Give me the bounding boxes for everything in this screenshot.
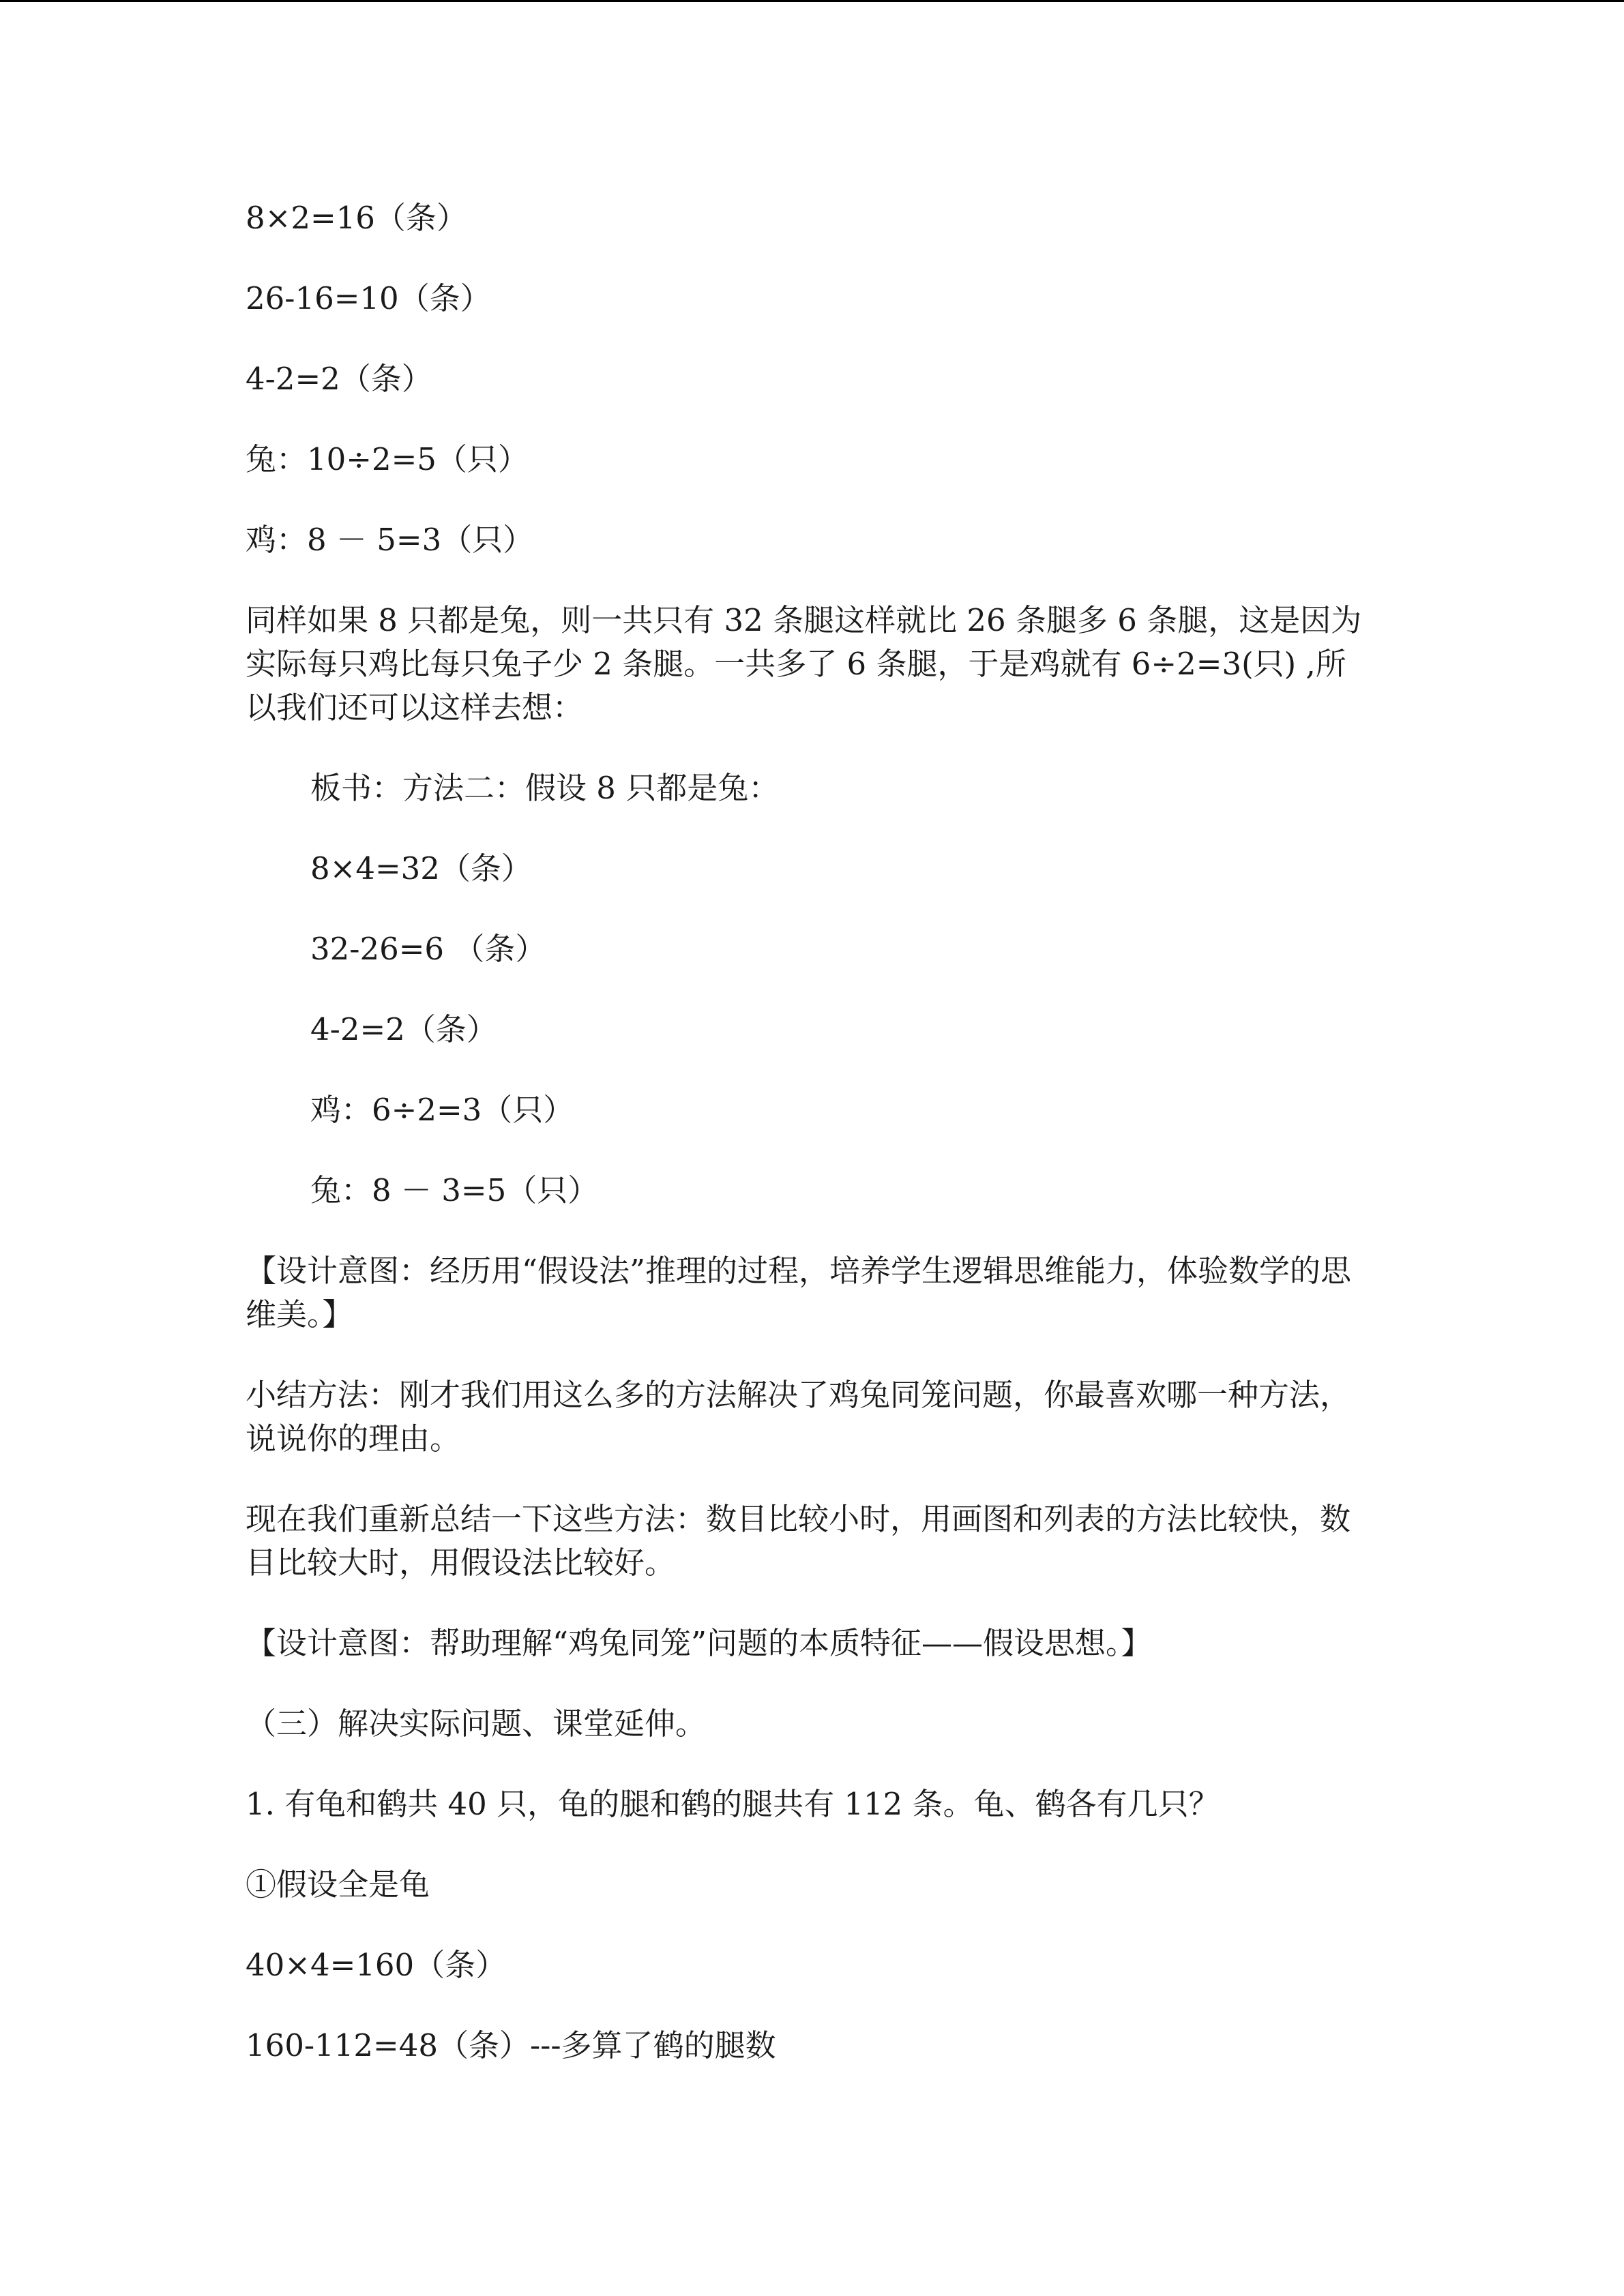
calc-line: 8×2=16（条） [246, 200, 467, 236]
calc-line: 4-2=2（条） [310, 1011, 497, 1047]
calc-line: 160-112=48（条）---多算了鹤的腿数 [246, 2027, 776, 2063]
calc-line: 32-26=6 （条） [310, 931, 546, 967]
calc-line: 8×4=32（条） [310, 850, 532, 886]
board-heading: 板书：方法二：假设 8 只都是兔： [310, 770, 780, 806]
section-heading: （三）解决实际问题、课堂延伸。 [246, 1705, 707, 1742]
calc-line: 鸡：6÷2=3（只） [310, 1092, 574, 1128]
design-intent-note: 【设计意图：经历用“假设法”推理的过程，培养学生逻辑思维能力，体验数学的思维美。】 [246, 1253, 1352, 1332]
summary-paragraph: 小结方法：刚才我们用这么多的方法解决了鸡兔同笼问题，你最喜欢哪一种方法，说说你的理由。 [246, 1377, 1351, 1457]
summary-paragraph: 现在我们重新总结一下这些方法：数目比较小时，用画图和列表的方法比较快，数目比较大时，用假设法比较好。 [246, 1501, 1351, 1581]
calc-line: 兔：10÷2=5（只） [246, 441, 529, 477]
explanation-paragraph: 同样如果 8 只都是兔，则一共只有 32 条腿这样就比 26 条腿多 6 条腿，这是因为实际每只鸡比每只兔子少 2 条腿。一共多了 6 条腿，于是鸡就有 6÷2=3(只) ,所以我们还可以这样去想： [246, 602, 1362, 726]
calc-line: ①假设全是龟 [246, 1866, 430, 1903]
calc-line: 鸡：8 － 5=3（只） [246, 522, 534, 558]
design-intent-note: 【设计意图：帮助理解“鸡兔同笼”问题的本质特征——假设思想。】 [246, 1625, 1152, 1661]
exercise-question: 1. 有龟和鹤共 40 只，龟的腿和鹤的腿共有 112 条。龟、鹤各有几只？ [246, 1786, 1220, 1822]
document-body [246, 196, 1364, 2104]
calc-line: 40×4=160（条） [246, 1947, 507, 1983]
calc-line: 兔：8 － 3=5（只） [310, 1172, 599, 1208]
calc-line: 4-2=2（条） [246, 361, 432, 397]
calc-line: 26-16=10（条） [246, 280, 491, 316]
